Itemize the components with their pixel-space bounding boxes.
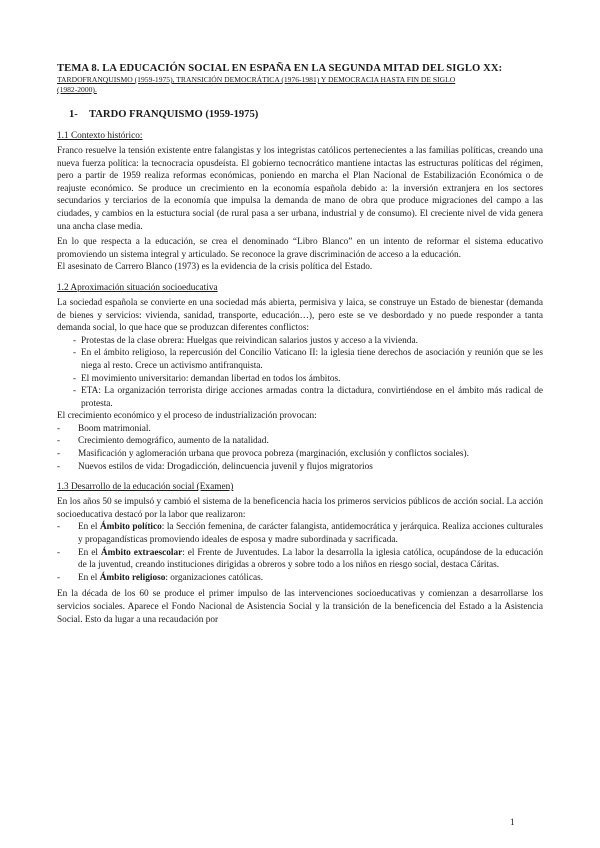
item-label: Ámbito religioso — [99, 572, 166, 583]
list-item — [57, 521, 543, 546]
item-text: : el Frente de Juventudes. La labor la desarrolla la iglesia católica, ocupándose de la educación de la juventud, creando instituciones dirigidas a obreros y sobre todo a los niños en riesgo social, destaca Cáritas. — [78, 547, 543, 571]
effects-list — [57, 423, 543, 473]
item-prefix: En el — [78, 522, 100, 533]
paragraph: En la década de los 60 se produce el primer impulso de las intervenciones socioeducativas y comienzan a desarrollarse los servicios sociales. Aparece el Fondo Nacional de Asistencia Social y la transición de la beneficencia del Estado a la Asistencia Social. Esto da lugar a una recaudación por — [57, 589, 543, 625]
list-item: - ETA: La organización terrorista dirige acciones armadas contra la dictadura, convirtiéndose en el ámbito más radical de protesta. — [73, 385, 543, 410]
paragraph: En lo que respecta a la educación, se crea el denominado “Libro Blanco” en un intento de reformar el sistema educativo promoviendo un sistema integral y articulado. Se reconoce la grave discriminación de acceso a la educación. — [57, 237, 543, 260]
list-item: - Protestas de la clase obrera: Huelgas que reivindican salarios justos y acceso a la vivienda. — [73, 335, 543, 348]
list-item: - Crecimiento demográfico, aumento de la natalidad. — [57, 435, 543, 448]
subsection-1-1-heading: 1.1 Contexto histórico: — [57, 131, 143, 141]
subsection-1-3-heading: 1.3 Desarrollo de la educación social (Examen) — [57, 482, 234, 493]
item-text: : la Sección femenina, de carácter falangista, antidemocrática y jerárquica. Realiza acciones culturales y propagandísticas promoviendo ideales de esposa y madre subordinada y sacrificada. — [78, 522, 543, 546]
page-number: 1 — [510, 818, 515, 828]
document-subtitle: TARDOFRANQUISMO (1959-1975), TRANSICIÓN DEMOCRÁTICA (1976-1981) Y DEMOCRACIA HASTA FIN DE SIGLO — [57, 75, 456, 84]
ambitos-list — [57, 521, 543, 584]
paragraph: Franco resuelve la tensión existente entre falangistas y los integristas católicos pertenecientes a las familias políticas, creando una nueva fuerza política: la tecnocracia opusdeísta. El gobierno tecnocrático mantiene intactas las estructuras políticas del régimen, pero a partir de 1959 realiza reformas económicas, poniendo en marcha el Plan Nacional de Estabilización Económica o de reajuste económico. Se produce un crecimiento en la economía española debido a: la inversión extranjera en los sectores secundarios y terciarios de la economía que impulsa la demanda de mano de obra que produce migraciones del campo a las ciudades, y cambios en la estuctura social (de rural pasa a ser urbana, industrial y de consumo). El creciente nivel de vida genera una ancha clase media. — [57, 146, 543, 232]
list-item: - Boom matrimonial. — [57, 423, 543, 436]
paragraph: El crecimiento económico y el proceso de industrialización provocan: — [57, 411, 317, 422]
document-page — [57, 62, 543, 629]
paragraph: En los años 50 se impulsó y cambió el sistema de la beneficencia hacia los primeros servicios públicos de acción social. La acción socioeducativa destacó por la labor que realizaron: — [57, 497, 543, 520]
item-label: Ámbito político — [99, 522, 162, 533]
list-item — [57, 547, 543, 572]
document-subtitle-cont: (1982-2000). — [57, 85, 97, 94]
document-title: TEMA 8. LA EDUCACIÓN SOCIAL EN ESPAÑA EN LA SEGUNDA MITAD DEL SIGLO XX: — [57, 63, 503, 74]
item-prefix: En el — [78, 572, 100, 583]
subsection-1-2-heading: 1.2 Aproximación situación socioeducativa — [57, 282, 218, 293]
list-item — [57, 572, 543, 585]
item-text: : organizaciones católicas. — [165, 572, 264, 583]
section-1-heading — [69, 108, 543, 122]
list-item: - Nuevos estilos de vida: Drogadicción, delincuencia juvenil y flujos migratorios — [57, 461, 543, 474]
section-1-number: 1- — [69, 109, 78, 120]
item-label: Ámbito extraescolar — [100, 547, 183, 558]
paragraph: El asesinato de Carrero Blanco (1973) es la evidencia de la crisis política del Estado. — [57, 262, 373, 273]
paragraph: La sociedad española se convierte en una sociedad más abierta, permisiva y laica, se construye un Estado de bienestar (demanda de bienes y servicios: vivienda, sanidad, transporte, educación…), pero este se ve desbordado y no puede responder a tanta demanda social, lo que hace que se produzcan diferentes conflictos: — [57, 297, 543, 334]
list-item: - El movimiento universitario: demandan libertad en todos los ámbitos. — [73, 373, 543, 386]
section-1-title: TARDO FRANQUISMO (1959-1975) — [89, 109, 259, 120]
list-item: - En el ámbito religioso, la repercusión del Concilio Vaticano II: la iglesia tiene derechos de asociación y reunión que se les niega al resto. Crece un activismo antifranquista. — [73, 347, 543, 372]
conflicts-list — [57, 335, 543, 411]
list-item: - Masificación y aglomeración urbana que provoca pobreza (marginación, exclusión y conflictos sociales). — [57, 448, 543, 461]
item-prefix: En el — [78, 547, 101, 558]
